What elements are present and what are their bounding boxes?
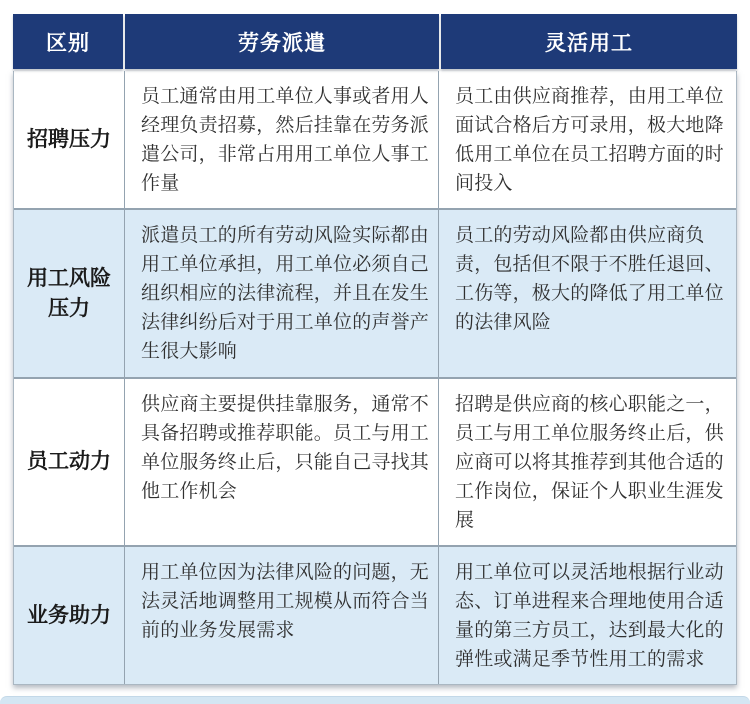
cell-flexible-employment: 招聘是供应商的核心职能之一，员工与用工单位服务终止后，供应商可以将其推荐到其他合适的工作岗位，保证个人职业生涯发展 bbox=[438, 379, 736, 545]
table-row-employee-motivation bbox=[14, 377, 736, 545]
row-label: 用工风险压力 bbox=[27, 267, 111, 320]
table-header-row bbox=[13, 14, 737, 69]
header-cell-labor-dispatch: 劳务派遣 bbox=[125, 14, 439, 69]
cell-labor-dispatch: 派遣员工的所有劳动风险实际都由用工单位承担，用工单位必须自己组织相应的法律流程，并且在发生法律纠纷后对于用工单位的声誉产生很大影响 bbox=[124, 210, 438, 377]
cell-flexible-employment: 员工的劳动风险都由供应商负责，包括但不限于不胜任退回、工伤等，极大的降低了用工单位的法律风险 bbox=[438, 210, 736, 377]
bottom-card-edge bbox=[0, 696, 750, 704]
cell-labor-dispatch: 供应商主要提供挂靠服务，通常不具备招聘或推荐职能。员工与用工单位服务终止后，只能自己寻找其他工作机会 bbox=[124, 379, 438, 545]
table-row-business-support bbox=[14, 545, 736, 684]
header-cell-distinction: 区别 bbox=[13, 14, 123, 69]
row-label: 员工动力 bbox=[27, 450, 111, 474]
row-label: 业务助力 bbox=[27, 603, 111, 627]
row-label: 招聘压力 bbox=[27, 127, 111, 151]
cell-flexible-employment: 员工由供应商推荐，由用工单位面试合格后方可录用，极大地降低用工单位在员工招聘方面的时间投入 bbox=[438, 71, 736, 208]
cell-labor-dispatch: 员工通常由用工单位人事或者用人经理负责招募，然后挂靠在劳务派遣公司，非常占用用工单位人事工作量 bbox=[124, 71, 438, 208]
cell-labor-dispatch: 用工单位因为法律风险的问题，无法灵活地调整用工规模从而符合当前的业务发展需求 bbox=[124, 547, 438, 684]
table-row-recruitment-pressure bbox=[14, 71, 736, 208]
header-cell-flexible-employment: 灵活用工 bbox=[441, 14, 737, 69]
comparison-table bbox=[13, 14, 737, 685]
cell-flexible-employment: 用工单位可以灵活地根据行业动态、订单进程来合理地使用合适量的第三方员工，达到最大化的弹性或满足季节性用工的需求 bbox=[438, 547, 736, 684]
table-row-employment-risk-pressure bbox=[14, 208, 736, 377]
table-body bbox=[13, 71, 737, 685]
